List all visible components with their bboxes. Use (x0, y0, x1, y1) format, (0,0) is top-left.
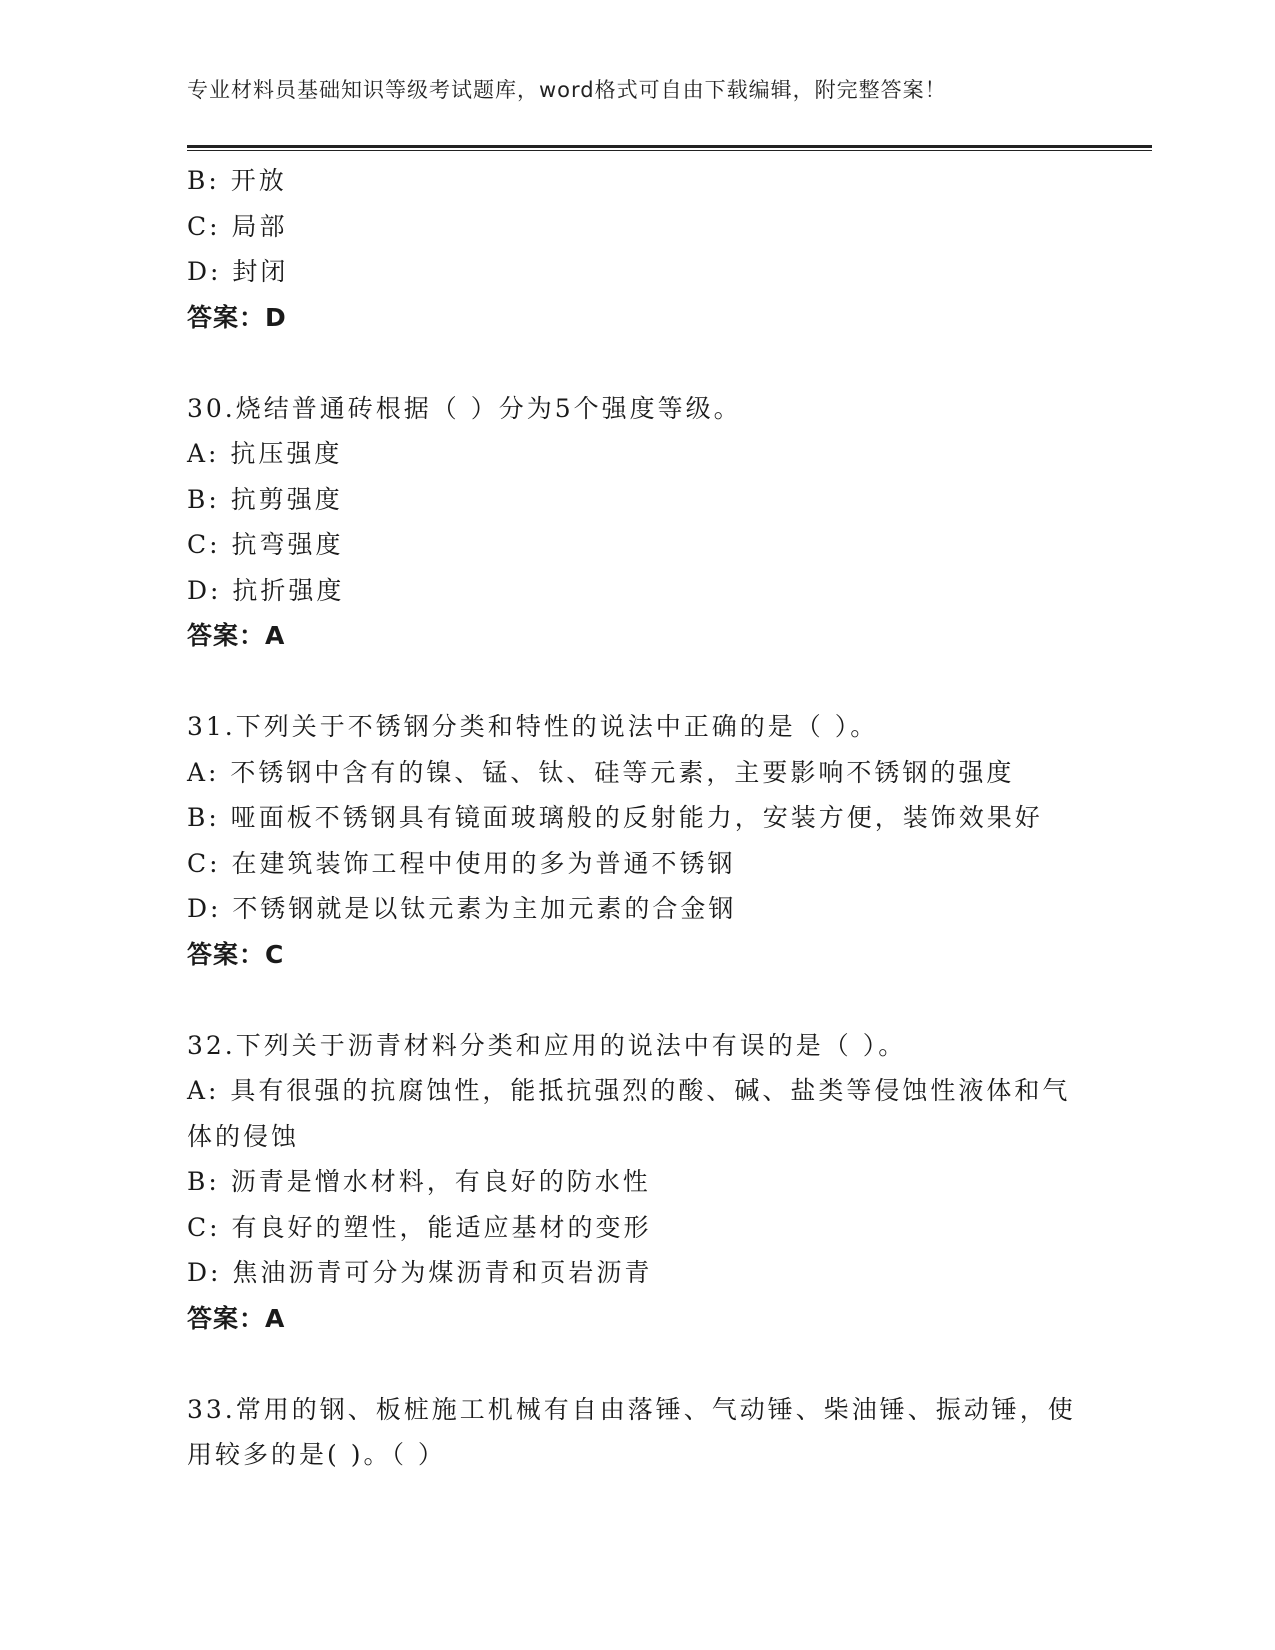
option-c: C: 在建筑装饰工程中使用的多为普通不锈钢 (187, 848, 736, 878)
page-header: 专业材料员基础知识等级考试题库，word格式可自由下载编辑，附完整答案！ (187, 78, 947, 102)
answer-line: 答案：D (187, 302, 287, 332)
option-d: D: 焦油沥青可分为煤沥青和页岩沥青 (187, 1258, 653, 1287)
document-body (187, 158, 1087, 1478)
question-stem: 32.下列关于沥青材料分类和应用的说法中有误的是（ ）。 (187, 1030, 907, 1060)
answer-line: 答案：C (187, 939, 285, 969)
option-d: D: 不锈钢就是以钛元素为主加元素的合金钢 (187, 894, 737, 923)
option-a: A: 具有很强的抗腐蚀性，能抵抗强烈的酸、碱、盐类等侵蚀性液体和气体的侵蚀 (187, 1076, 1071, 1151)
spacer (187, 340, 1087, 386)
option-c: C: 局部 (187, 211, 288, 241)
option-b: B: 抗剪强度 (187, 484, 343, 514)
option-d: D: 封闭 (187, 257, 289, 286)
header-rule-thin (187, 150, 1152, 151)
option-a: A: 抗压强度 (187, 439, 343, 468)
spacer (187, 1341, 1087, 1387)
option-b: B: 开放 (187, 166, 287, 195)
question-stem: 31.下列关于不锈钢分类和特性的说法中正确的是（ ）。 (187, 712, 879, 741)
answer-line: 答案：A (187, 1303, 286, 1333)
spacer (187, 659, 1087, 705)
option-d: D: 抗折强度 (187, 575, 345, 605)
answer-line: 答案：A (187, 621, 286, 650)
option-c: C: 有良好的塑性，能适应基材的变形 (187, 1212, 652, 1242)
question-stem: 30.烧结普通砖根据（ ）分为5个强度等级。 (187, 393, 742, 423)
header-rule-thick (187, 145, 1152, 148)
question-stem: 33.常用的钢、板桩施工机械有自由落锤、气动锤、柴油锤、振动锤，使用较多的是( )。（ ） (187, 1394, 1076, 1469)
option-b: B: 哑面板不锈钢具有镜面玻璃般的反射能力，安装方便，装饰效果好 (187, 803, 1043, 832)
option-b: B: 沥青是憎水材料，有良好的防水性 (187, 1167, 651, 1196)
option-a: A: 不锈钢中含有的镍、锰、钛、硅等元素，主要影响不锈钢的强度 (187, 757, 1015, 787)
spacer (187, 977, 1087, 1023)
option-c: C: 抗弯强度 (187, 530, 344, 559)
